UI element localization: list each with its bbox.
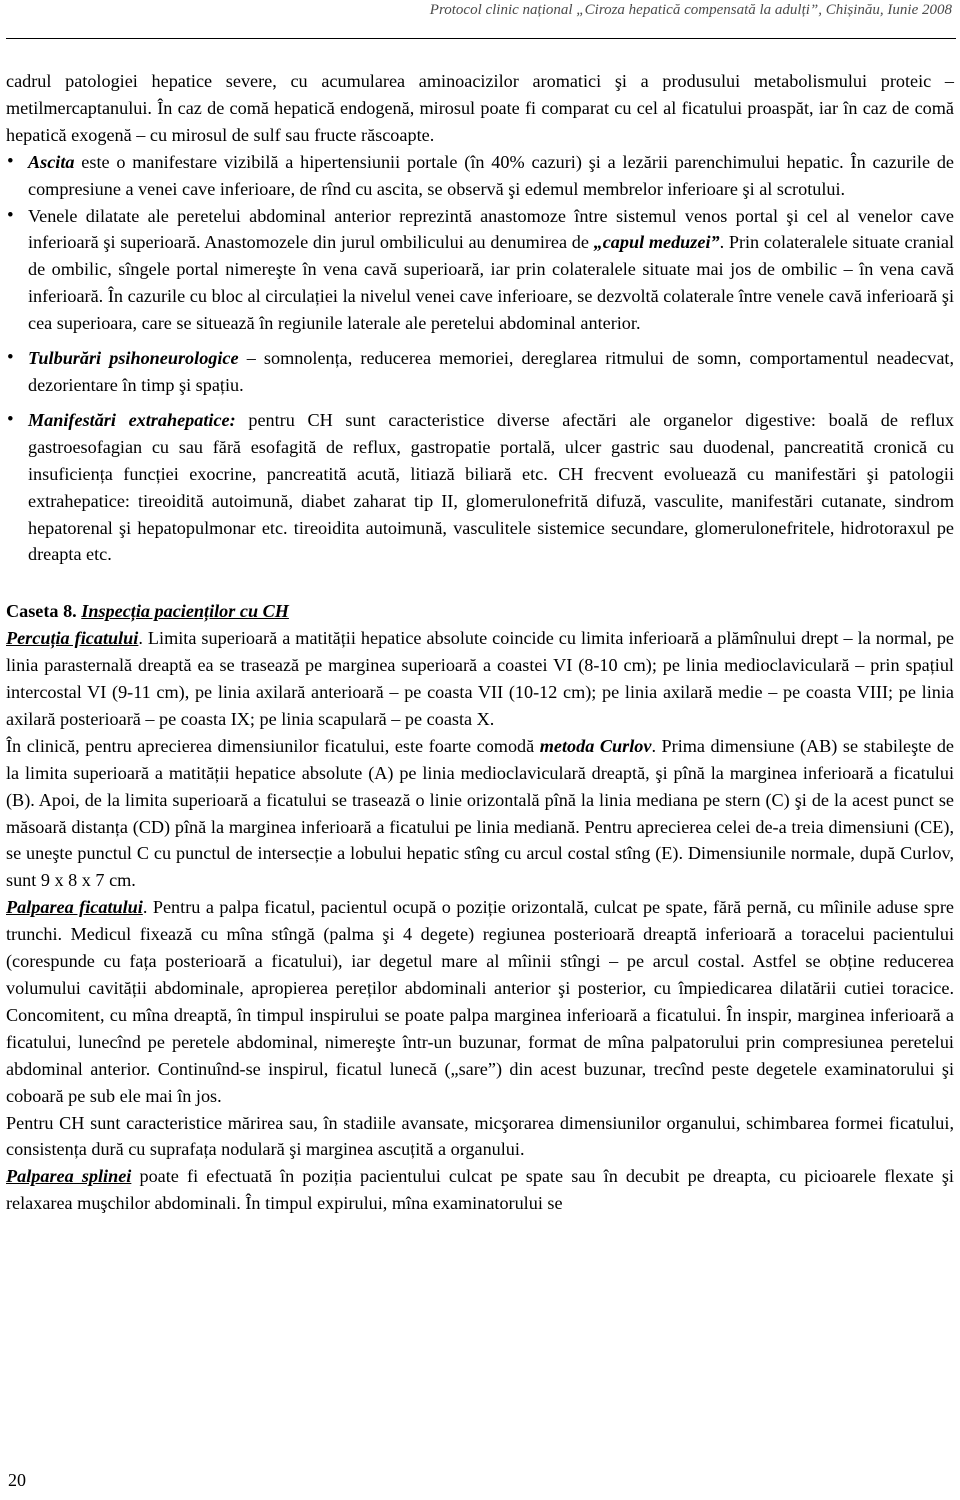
page-number: 20 bbox=[8, 1470, 26, 1490]
term-metoda-curlov: metoda Curlov bbox=[539, 735, 652, 756]
term-capul-meduzei: „capul meduzei” bbox=[593, 232, 720, 253]
paragraph-palparea-ficatului bbox=[6, 894, 954, 1109]
paragraph-continuation: cadrul patologiei hepatice severe, cu acumularea aminoacizilor aromatici şi a produsului metabolismului proteic – metilmercaptanului. În caz de comă hepatică endogenă, mirosul poate fi comparat cu cel al ficatului proaspăt, iar în caz de comă hepatică exogenă – cu mirosul de sulf sau fructe răscoapte. bbox=[6, 71, 954, 145]
bullet-venele-text-2: . Prin colateralele situate cranial de ombilic, sîngele portal nimereşte în vena cavă superioară, iar prin colateralele situate mai jos de ombilic – în vena cavă inferioară. În cazurile cu bloc al circulației la nivelul venei cave inferioare, se dezvoltă colaterale între venele cavă inferioară şi cea superioara, care se situează în regiunile laterale ale peretelui abdominal anterior. bbox=[28, 232, 954, 334]
term-ascita: Ascita bbox=[28, 151, 75, 172]
bullet-tulburari-text: – somnolența, reducerea memoriei, dereglarea ritmului de somn, comportamentul neadecvat, dezorientare în timp şi spațiu. bbox=[28, 348, 954, 395]
palparea-splinei-text: poate fi efectuată în poziția pacientului culcat pe spate sau în decubit pe dreapta, cu picioarele flexate şi relaxarea muşchilor abdominali. În timpul expirului, mîna examinatorului se bbox=[6, 1166, 954, 1214]
curlov-text-1: În clinică, pentru aprecierea dimensiunilor ficatului, este foarte comodă bbox=[6, 735, 540, 756]
bullet-ascita bbox=[6, 149, 954, 203]
caseta-heading bbox=[6, 598, 954, 625]
term-palparea-ficatului: Palparea ficatului bbox=[6, 897, 143, 918]
bullet-ascita-text: este o manifestare vizibilă a hipertensiunii portale (în 40% cazuri) şi a lezării parenchimului hepatic. În cazurile de compresiune a venei cave inferioare, de rînd cu ascita, se observă şi edemul membrelor inferioare şi al scrotului. bbox=[28, 151, 954, 199]
bullet-manifestari bbox=[6, 407, 954, 568]
term-manifestari: Manifestări extrahepatice: bbox=[28, 409, 236, 430]
page-content bbox=[6, 68, 954, 1217]
paragraph-percutia bbox=[6, 625, 954, 733]
bullet-tulburari bbox=[6, 345, 954, 399]
term-tulburari: Tulburări psihoneurologice bbox=[28, 348, 239, 369]
palparea-ficatului-text: . Pentru a palpa ficatul, pacientul ocupă o poziție orizontală, culcat pe spate, fără pernă, cu mîinile aduse spre trunchi. Medicul fixează cu mîna stîngă (palma şi 4 degete) regiunea posterioară dreaptă inferioară a toracelui pacientului (corespunde cu fața posterioară a ficatului), iar degetul mare al mîinii stîngi – pe arcul costal. Astfel se obține reducerea volumului cavității abdominale, apropierea pereților abdominali anterior şi posterior, cu împiedicarea dilatării cutiei toracice. Concomitent, cu mîna dreaptă, în timpul inspirului se poate palpa marginea inferioară a ficatului. În inspir, marginea inferioară a ficatului, lunecînd pe peretele abdominal, nimereşte într-un buzunar, format de mîna palpatorului prin compresiunea peretelui abdominal anterior. Continuînd-se inspirul, ficatul lunecă („sare”) din acest buzunar, trecînd peste degetele examinatorului şi coboară pe sub ele mai în jos. bbox=[6, 897, 954, 1106]
paragraph-curlov bbox=[6, 733, 954, 894]
header-rule bbox=[6, 38, 956, 39]
paragraph-ch: Pentru CH sunt caracteristice mărirea sau, în stadiile avansate, micşorarea dimensiunilor organului, schimbarea formei ficatului, consistența dură cu suprafața nodulară şi marginea ascuțită a organului. bbox=[6, 1112, 954, 1160]
paragraph-palparea-splinei bbox=[6, 1163, 954, 1217]
curlov-text-2: . Prima dimensiune (AB) se stabileşte de la limita superioară a matității hepatice absolute (A) pe linia medioclaviculară dreaptă, şi pînă la marginea inferioară a ficatului (B). Apoi, de la limita superioară a ficatului se trasează o linie orizontală pînă la linia mediana pe stern (C) şi de la acest punct se măsoară distanța (CD) pînă la marginea inferioară a ficatului pe linia mediană. Pentru aprecierea celei de-a treia dimensiuni (CE), se uneşte punctul C cu punctul de intersecție a lobului hepatic stîng cu arcul costal stîng (E). Dimensiunile normale, după Curlov, sunt 9 x 8 x 7 cm. bbox=[6, 735, 954, 891]
caseta-title: Inspecția pacienților cu CH bbox=[81, 601, 289, 622]
bullet-venele-text-1: Venele dilatate ale peretelui abdominal anterior reprezintă anastomoze între sistemul venos portal şi cel al venelor cave inferioară şi superioară. Anastomozele din jurul ombilicului au denumirea de bbox=[28, 205, 954, 253]
term-percutia: Percuția ficatului bbox=[6, 628, 139, 649]
bullet-manifestari-text: pentru CH sunt caracteristice diverse afectări ale organelor digestive: boală de reflux gastroesofagian cu sau fără esofagită de reflux, gastropatie portală, ulcer gastric sau duodenal, pancreatită cronică cu insuficiența funcției exocrine, pancreatită acută, litiază biliară etc. CH frecvent evoluează cu manifestări şi patologii extrahepatice: tireoidită autoimună, diabet zaharat tip II, glomerulonefrită difuză, vasculite, manifestări cutanate, sindrom hepatorenal şi hepatopulmonar etc. tireoidita autoimună, vasculitele sistemice secundare, glomerulonefritele, hidrotoraxul pe dreapta etc. bbox=[28, 409, 954, 565]
caseta-label: Caseta 8. bbox=[6, 601, 82, 622]
running-header: Protocol clinic național „Ciroza hepatică compensată la adulți”, Chișinău, Iunie 2008 bbox=[429, 2, 952, 18]
percutia-text: . Limita superioară a matității hepatice absolute coincide cu limita inferioară a plămînului drept – la normal, pe linia parasternală dreaptă ea se trasează pe marginea superioară a coastei VI (8-10 cm); pe linia medioclaviculară – prin spațiul intercostal VI (9-11 cm), pe linia axilară anterioară – pe coasta VII (10-12 cm); pe linia axilară medie – pe coasta VIII; pe linia axilară posterioară – pe coasta IX; pe linia scapulară – pe coasta X. bbox=[6, 628, 954, 729]
term-palparea-splinei: Palparea splinei bbox=[6, 1166, 132, 1187]
bullet-venele-dilatate bbox=[6, 203, 954, 338]
